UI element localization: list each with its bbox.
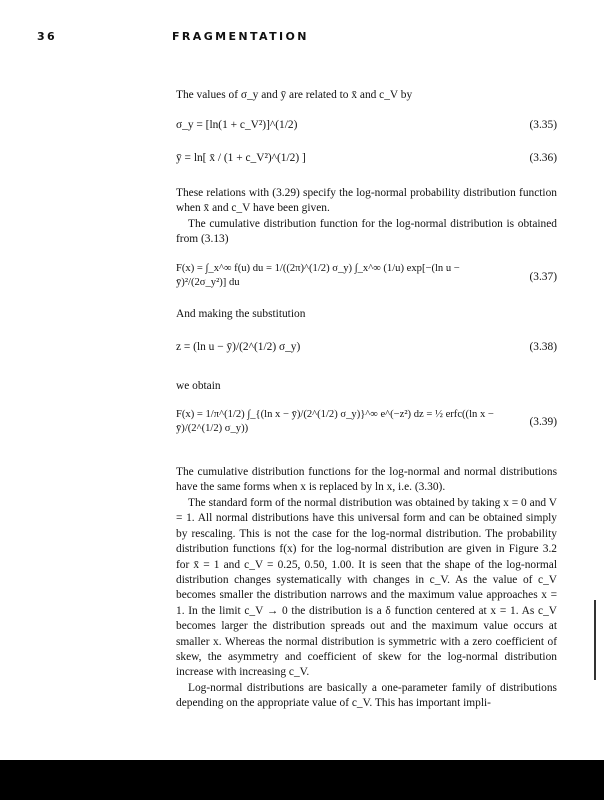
equation-text: ȳ = ln[ x̄ / (1 + c_V²)^(1/2) ] (176, 152, 306, 164)
paragraph-3: The cumulative distribution function for the log-normal distribution is obtained from (3.13) (176, 218, 557, 246)
paragraph-4: And making the substitution (176, 308, 306, 320)
paragraph-7: The standard form of the normal distribution was obtained by taking x = 0 and V = 1. All normal distributions have this universal form and can be obtained simply by rescaling. This is not the case for the log-normal distribution. The probability distribution functions f(x) for the log-normal distribution are given in Figure 3.2 for x̄ = 1 and c_V = 0.25, 0.50, 1.00. It is seen that the shape of the log-normal distribution changes systematically with changes in c_V. As the value of c_V becomes smaller the distribution narrows and the maximum value approaches x = 1. In the limit c_V → 0 the distribution is a δ function centered at x = 1. As c_V becomes larger the distribution spreads out and the maximum value occurs at smaller x. Whereas the normal distribution is symmetric with a zero coefficient of skew, the asymmetry and coefficient of skew for the log-normal distribution increase with increasing c_V. (176, 497, 557, 679)
paragraph-5: we obtain (176, 380, 221, 392)
scan-edge-mark (594, 600, 596, 680)
equation-text: F(x) = 1/π^(1/2) ∫_{(ln x − ȳ)/(2^(1/2) σ_y)}^∞ e^(−z²) dz = ½ erfc((ln x − ȳ)/(2^(1/2) σ_y)) (176, 409, 494, 434)
equation-3-38 (176, 340, 557, 360)
paragraph-1: The values of σ_y and ȳ are related to x̄ and c_V by (176, 89, 413, 101)
paragraph-6: The cumulative distribution functions for the log-normal and normal distributions have the same forms when x is replaced by ln x, i.e. (3.30). (176, 466, 557, 494)
equation-number: (3.35) (529, 119, 557, 131)
equation-number: (3.36) (529, 152, 557, 164)
equation-text: z = (ln u − ȳ)/(2^(1/2) σ_y) (176, 341, 301, 353)
equation-3-36 (176, 151, 557, 171)
paragraph-8: Log-normal distributions are basically a one-parameter family of distributions depending on the appropriate value of c_V. This has important impli- (176, 682, 557, 710)
equation-3-37 (176, 262, 557, 296)
equation-text: σ_y = [ln(1 + c_V²)]^(1/2) (176, 119, 298, 131)
equation-3-35 (176, 118, 557, 136)
scan-bottom-bar (0, 760, 604, 800)
equation-number: (3.37) (529, 271, 557, 283)
equation-3-39 (176, 408, 557, 448)
equation-text: F(x) = ∫_x^∞ f(u) du = 1/((2π)^(1/2) σ_y) ∫_x^∞ (1/u) exp[−(ln u − ȳ)²/(2σ_y²)] du (176, 263, 460, 288)
text-body (176, 0, 557, 800)
paragraph-2: These relations with (3.29) specify the log-normal probability distribution function when x̄ and c_V have been given. (176, 187, 557, 215)
equation-number: (3.39) (529, 416, 557, 428)
chapter-title: FRAGMENTATION (172, 30, 309, 43)
equation-number: (3.38) (529, 341, 557, 353)
page-number: 36 (37, 30, 58, 43)
